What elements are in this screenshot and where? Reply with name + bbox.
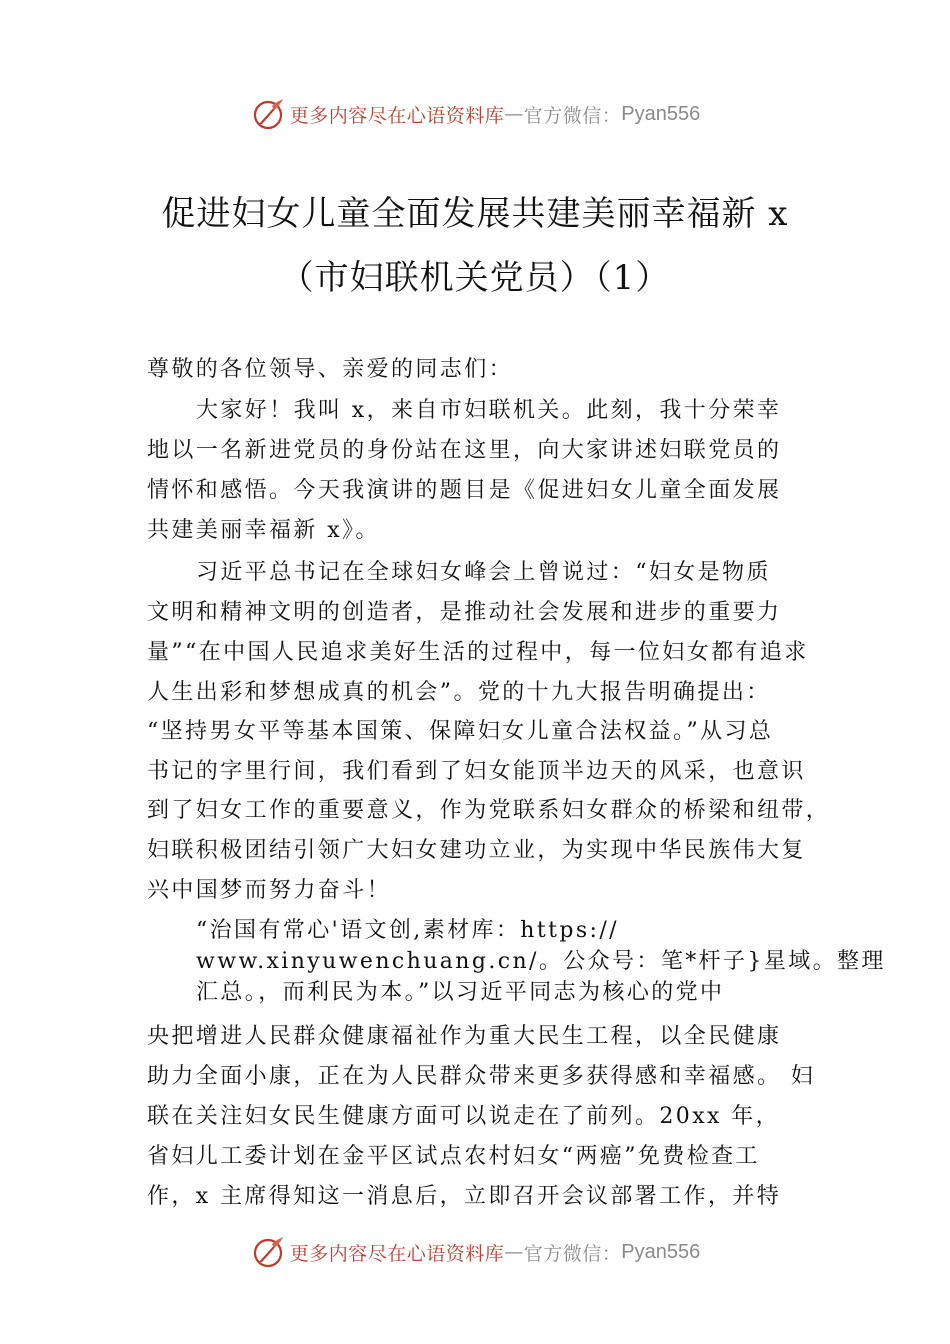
body-line: 共建美丽幸福新 x》。 xyxy=(147,518,380,543)
body-line: 人生出彩和梦想成真的机会”。党的十九大报告明确提出： xyxy=(147,680,771,705)
document-title-line-1: 促进妇女儿童全面发展共建美丽幸福新 x xyxy=(161,194,789,234)
body-line: www.xinyuwenchuang.cn/。公众号：笔*杆子}星域。整理 xyxy=(196,949,886,974)
body-line: 文明和精神文明的创造者，是推动社会发展和进步的重要力 xyxy=(147,600,782,625)
body-line: 习近平总书记在全球妇女峰会上曾说过：“妇女是物质 xyxy=(196,560,771,585)
body-line: 妇联积极团结引领广大妇女建功立业，为实现中华民族伟大复 xyxy=(147,838,806,863)
body-line: 兴中国梦而努力奋斗！ xyxy=(147,878,392,903)
header-banner xyxy=(0,94,950,134)
document-title-line-2: （市妇联机关党员）（1） xyxy=(279,258,671,298)
body-line: 地以一名新进党员的身份站在这里，向大家讲述妇联党员的 xyxy=(147,438,782,463)
body-line: 助力全面小康，正在为人民群众带来更多获得感和幸福感。 妇 xyxy=(147,1064,816,1089)
body-line: 央把增进人民群众健康福祉作为重大民生工程，以全民健康 xyxy=(147,1024,782,1049)
banner-wechat-id: Pyan556 xyxy=(621,102,701,125)
body-line: “坚持男女平等基本国策、保障妇女儿童合法权益。”从习总 xyxy=(147,719,774,744)
body-line: 情怀和感悟。今天我演讲的题目是《促进妇女儿童全面发展 xyxy=(147,478,782,503)
body-line: 汇总。，而利民为本。”以习近平同志为核心的党中 xyxy=(196,980,725,1005)
footer-banner xyxy=(0,1232,950,1272)
body-line: 到了妇女工作的重要意义，作为党联系妇女群众的桥梁和纽带， xyxy=(147,798,831,823)
quill-logo-icon xyxy=(250,96,286,132)
quill-logo-icon xyxy=(250,1234,286,1270)
body-line: “治国有常心'语文创,素材库：https:// xyxy=(196,918,619,943)
banner-dash: — xyxy=(504,103,524,125)
banner-gray-text: 官方微信： xyxy=(523,1242,622,1265)
banner-wechat-id: Pyan556 xyxy=(621,1240,701,1263)
banner-red-text: 更多内容尽在心语资料库 xyxy=(289,104,505,127)
body-line: 大家好！我叫 x，来自市妇联机关。此刻，我十分荣幸 xyxy=(196,398,782,423)
body-line: 书记的字里行间，我们看到了妇女能顶半边天的风采，也意识 xyxy=(147,759,806,784)
body-line: 尊敬的各位领导、亲爱的同志们： xyxy=(147,357,514,382)
body-line: 省妇儿工委计划在金平区试点农村妇女“两癌”免费检查工 xyxy=(147,1144,760,1169)
body-line: 作，x 主席得知这一消息后，立即召开会议部署工作，并特 xyxy=(147,1184,782,1209)
banner-gray-text: 官方微信： xyxy=(523,104,622,127)
banner-red-text: 更多内容尽在心语资料库 xyxy=(289,1242,505,1265)
body-line: 量”“在中国人民追求美好生活的过程中，每一位妇女都有追求 xyxy=(147,640,809,665)
body-line: 联在关注妇女民生健康方面可以说走在了前列。20xx 年， xyxy=(147,1104,781,1129)
banner-dash: — xyxy=(504,1241,524,1263)
